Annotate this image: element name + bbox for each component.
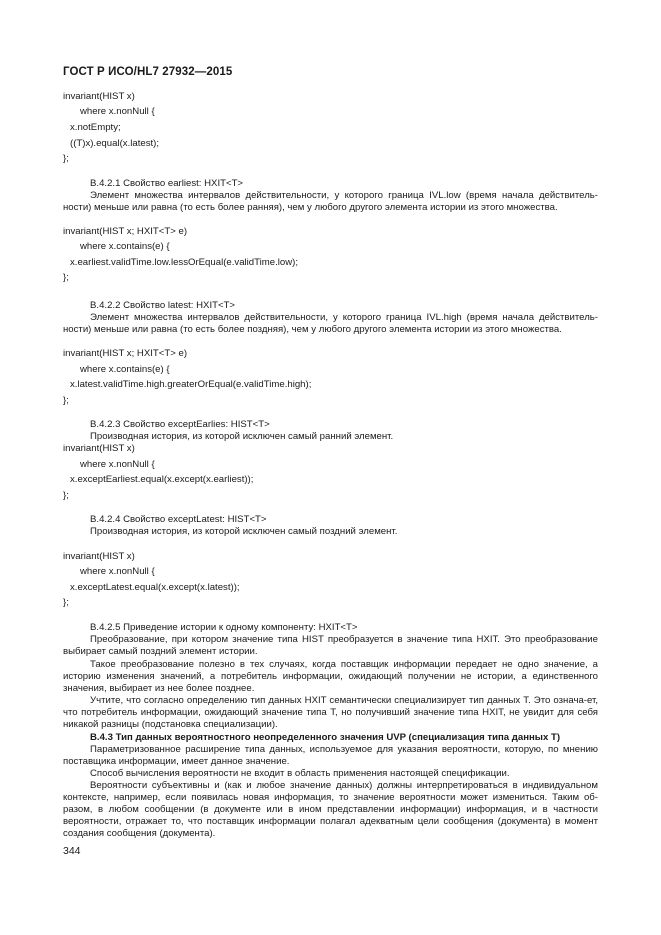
paragraph-text: Элемент множества интервалов действительности, у которого граница IVL.low (время начала действитель-ности) меньше или равна (то есть более ранняя), чем у любого другого элемента истории из этого множества. xyxy=(63,190,598,214)
paragraph xyxy=(63,780,598,840)
code-line: invariant(HIST x) xyxy=(63,551,135,562)
code-line: x.notEmpty; xyxy=(70,122,121,133)
section-heading: B.4.2.2 Свойство latest: HXIT<T> xyxy=(90,300,236,311)
section-heading: B.4.2.5 Приведение истории к одному компоненту: HXIT<T> xyxy=(90,622,358,633)
paragraph-text: Способ вычисления вероятности не входит в область применения настоящей спецификации. xyxy=(90,768,510,779)
paragraph xyxy=(63,634,598,658)
code-line: invariant(HIST x) xyxy=(63,91,135,102)
code-line: where x.nonNull { xyxy=(80,459,155,470)
paragraph xyxy=(63,744,598,768)
paragraph xyxy=(63,312,598,336)
page-header: ГОСТ Р ИСО/HL7 27932—2015 xyxy=(63,66,233,78)
code-line: where x.nonNull { xyxy=(80,566,155,577)
code-line: invariant(HIST x; HXIT<T> e) xyxy=(63,348,188,359)
paragraph-text: Вероятности субъективны и (как и любое значение данных) должны интерпретироваться в индивидуальном контексте, например, если появилась новая информация, то значение вероятности может измениться. Таким об-разом, в любом сообщении (в документе или в ином представлении информации) информация, и в частности вероятности, отражает то, что поставщик информации полагал адекватным цели сообщения (документа) в момент создания сообщения (документа). xyxy=(63,780,598,840)
code-line: x.latest.validTime.high.greaterOrEqual(e.validTime.high); xyxy=(70,379,312,390)
paragraph-text: Учтите, что согласно определению тип данных HXIT семантически специализирует тип данных T. Это означа-ет, что потребитель информации, ожидающий значение типа T, но получивший значение типа HXIT, не увидит для себя никакой разницы (подстановка специализации). xyxy=(63,695,598,731)
code-line: invariant(HIST x) xyxy=(63,443,135,454)
code-line: }; xyxy=(63,597,69,608)
paragraph xyxy=(63,190,598,214)
section-heading: B.4.2.1 Свойство earliest: HXIT<T> xyxy=(90,178,244,189)
code-line: where x.contains(e) { xyxy=(80,364,170,375)
code-line: }; xyxy=(63,395,69,406)
code-line: ((T)x).equal(x.latest); xyxy=(70,138,160,149)
code-line: }; xyxy=(63,272,69,283)
paragraph-text: Элемент множества интервалов действительности, у которого граница IVL.high (время начала действитель-ности) меньше или равна (то есть более поздняя), чем у любого другого элемента истории из этого множества. xyxy=(63,312,598,336)
code-line: x.exceptLatest.equal(x.except(x.latest)); xyxy=(70,582,240,593)
paragraph-text: Преобразование, при котором значение типа HIST преобразуется в значение типа HXIT. Это преобразование выбирает самый поздний элемент истории. xyxy=(63,634,598,658)
section-heading: B.4.2.3 Свойство exceptEarlies: HIST<T> xyxy=(90,419,270,430)
paragraph-text: Параметризованное расширение типа данных, используемое для указания вероятности, которую, по мнению поставщика информации, имеет данное значение. xyxy=(63,744,598,768)
page-number: 344 xyxy=(63,845,81,857)
code-line: }; xyxy=(63,490,69,501)
section-heading: B.4.3 Тип данных вероятностного неопределенного значения UVP (специализация типа данных T) xyxy=(90,732,561,743)
section-heading: B.4.2.4 Свойство exceptLatest: HIST<T> xyxy=(90,514,267,525)
paragraph: Производная история, из которой исключен самый ранний элемент. xyxy=(90,431,394,442)
code-line: }; xyxy=(63,153,69,164)
code-line: where x.contains(e) { xyxy=(80,241,170,252)
code-line: x.earliest.validTime.low.lessOrEqual(e.validTime.low); xyxy=(70,257,299,268)
code-line: x.exceptEarliest.equal(x.except(x.earliest)); xyxy=(70,474,254,485)
paragraph xyxy=(63,695,598,731)
paragraph xyxy=(63,659,598,695)
paragraph: Производная история, из которой исключен самый поздний элемент. xyxy=(90,526,398,537)
paragraph xyxy=(63,768,598,780)
code-line: where x.nonNull { xyxy=(80,106,155,117)
paragraph-text: Такое преобразование полезно в тех случаях, когда поставщик информации передает не одно значение, а историю изменения значений, а потребитель информации, ожидающий получении не истории, а единственного значения, выбирает из нее более позднее. xyxy=(63,659,598,695)
code-line: invariant(HIST x; HXIT<T> e) xyxy=(63,226,188,237)
